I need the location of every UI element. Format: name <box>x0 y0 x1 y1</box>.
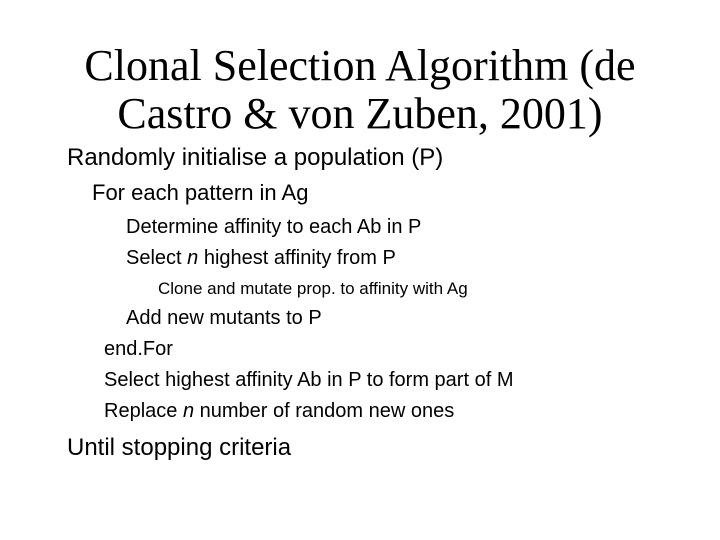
replace-variable-n: n <box>182 400 195 422</box>
step-for-each-pattern: For each pattern in Ag <box>92 180 309 205</box>
select-suffix: highest affinity from P <box>198 247 396 269</box>
step-clone-and-mutate: Clone and mutate prop. to affinity with Ag <box>158 279 468 298</box>
step-select-highest-n <box>126 247 396 270</box>
step-initialise-population: Randomly initialise a population (P) <box>67 144 444 171</box>
select-variable-n: n <box>187 247 199 269</box>
step-replace-random <box>104 400 454 423</box>
step-add-mutants: Add new mutants to P <box>126 307 322 329</box>
step-end-for: end.For <box>104 338 173 360</box>
replace-suffix: number of random new ones <box>194 400 455 422</box>
step-until-stopping: Until stopping criteria <box>67 434 292 461</box>
step-select-highest-ab: Select highest affinity Ab in P to form part of M <box>104 369 514 391</box>
title-line-1: Clonal Selection Algorithm (de <box>84 41 636 90</box>
select-prefix: Select <box>126 247 188 269</box>
replace-prefix: Replace <box>104 400 183 422</box>
step-determine-affinity: Determine affinity to each Ab in P <box>126 216 422 238</box>
slide-title <box>0 42 720 138</box>
title-line-2: Castro & von Zuben, 2001) <box>117 89 603 138</box>
